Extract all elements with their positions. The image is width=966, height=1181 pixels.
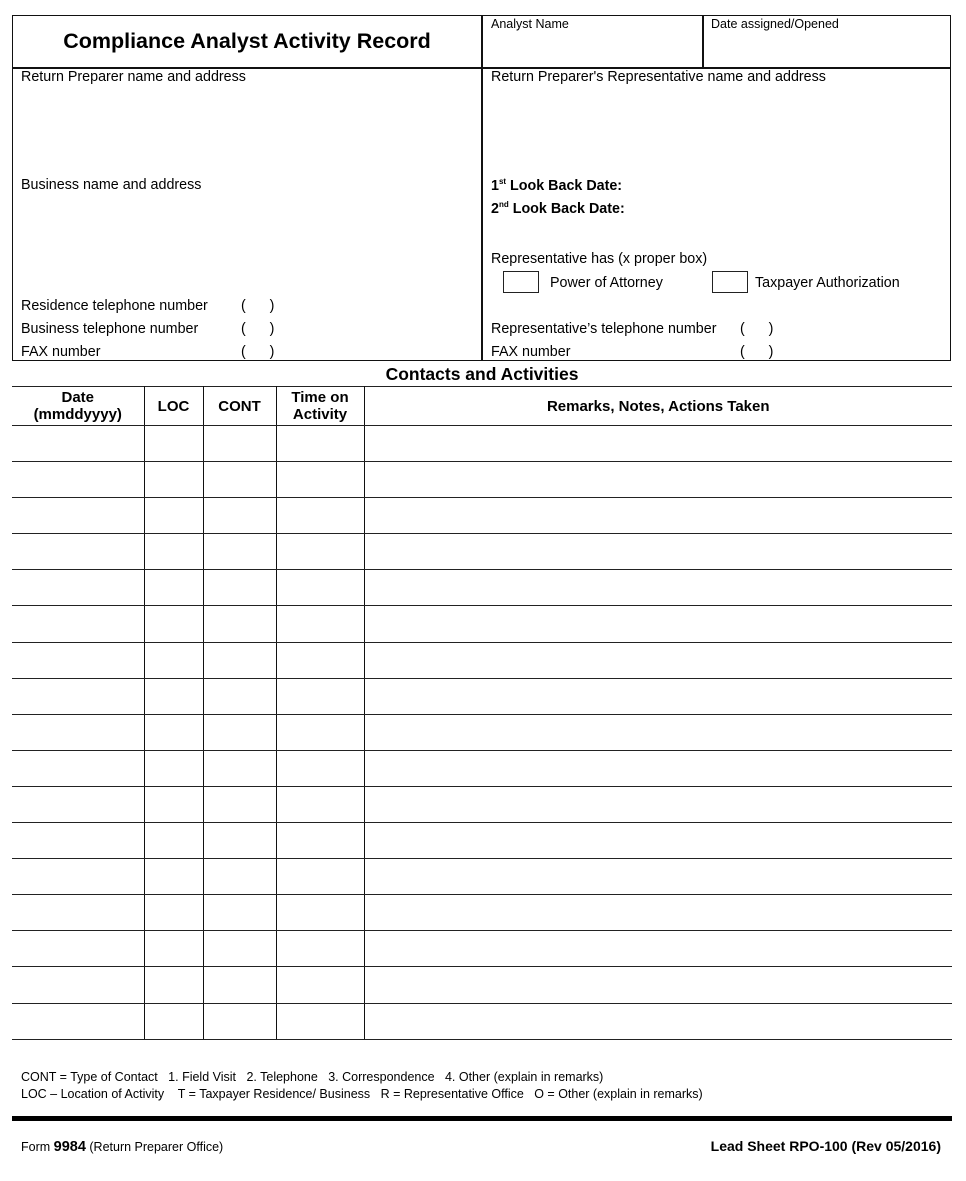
column-header-date — [12, 387, 144, 426]
cont-cell[interactable] — [203, 498, 276, 534]
date-cell[interactable] — [12, 714, 144, 750]
remarks-cell[interactable] — [364, 462, 952, 498]
column-header-date-line1: Date — [61, 389, 94, 406]
activity-row — [12, 1003, 952, 1039]
form-office: (Return Preparer Office) — [85, 1140, 224, 1154]
representative-fax-label: FAX number — [491, 344, 571, 360]
column-header-remarks-label: Remarks, Notes, Actions Taken — [546, 397, 770, 415]
representative-fax-field[interactable]: ( ) — [740, 344, 774, 360]
column-header-remarks — [364, 387, 952, 426]
preparer-name-address-label: Return Preparer name and address — [21, 69, 246, 85]
remarks-cell[interactable] — [364, 534, 952, 570]
form-number-line — [21, 1139, 223, 1155]
column-header-cont-label: CONT — [218, 397, 261, 415]
cont-cell[interactable] — [203, 750, 276, 786]
activity-row — [12, 462, 952, 498]
cont-cell[interactable] — [203, 570, 276, 606]
business-phone-field[interactable]: ( ) — [241, 321, 275, 337]
remarks-cell[interactable] — [364, 570, 952, 606]
preparer-fax-field[interactable]: ( ) — [241, 344, 275, 360]
date-cell[interactable] — [12, 642, 144, 678]
loc-cell[interactable] — [144, 786, 203, 822]
date-assigned-field[interactable] — [711, 17, 839, 31]
look-back-date-1 — [491, 177, 622, 194]
cont-cell[interactable] — [203, 462, 276, 498]
time-cell[interactable] — [276, 606, 364, 642]
look-back-2-number: 2 — [491, 201, 499, 217]
time-cell[interactable] — [276, 678, 364, 714]
time-cell[interactable] — [276, 931, 364, 967]
loc-cell[interactable] — [144, 570, 203, 606]
look-back-1-ordinal: st — [498, 177, 507, 186]
preparer-fax-label: FAX number — [21, 344, 101, 360]
date-cell[interactable] — [12, 750, 144, 786]
activity-row — [12, 786, 952, 822]
date-cell[interactable] — [12, 823, 144, 859]
time-cell[interactable] — [276, 823, 364, 859]
business-name-address-label: Business name and address — [21, 177, 202, 193]
column-header-time — [276, 387, 364, 426]
loc-cell[interactable] — [144, 498, 203, 534]
footer-rule — [12, 1116, 952, 1121]
remarks-cell[interactable] — [364, 606, 952, 642]
activity-row — [12, 714, 952, 750]
time-cell[interactable] — [276, 750, 364, 786]
representative-phone-field[interactable]: ( ) — [740, 321, 774, 337]
look-back-2-ordinal: nd — [498, 200, 509, 209]
loc-cell[interactable] — [144, 895, 203, 931]
look-back-1-label: Look Back Date: — [506, 178, 623, 194]
activity-row — [12, 534, 952, 570]
remarks-cell[interactable] — [364, 678, 952, 714]
time-cell[interactable] — [276, 570, 364, 606]
date-cell[interactable] — [12, 1003, 144, 1039]
loc-cell[interactable] — [144, 859, 203, 895]
form-title: Compliance Analyst Activity Record — [63, 29, 431, 53]
look-back-date-2 — [491, 200, 625, 217]
activity-row — [12, 931, 952, 967]
cont-cell[interactable] — [203, 642, 276, 678]
loc-cell[interactable] — [144, 606, 203, 642]
activity-row — [12, 498, 952, 534]
analyst-name-field[interactable] — [491, 17, 569, 31]
representative-name-address-label: Return Preparer's Representative name and address — [491, 69, 826, 85]
time-cell[interactable] — [276, 642, 364, 678]
cont-cell[interactable] — [203, 859, 276, 895]
date-cell[interactable] — [12, 931, 144, 967]
date-cell[interactable] — [12, 606, 144, 642]
time-cell[interactable] — [276, 462, 364, 498]
remarks-cell[interactable] — [364, 823, 952, 859]
remarks-cell[interactable] — [364, 931, 952, 967]
date-cell[interactable] — [12, 786, 144, 822]
taxpayer-authorization-checkbox[interactable] — [712, 271, 748, 293]
activity-row — [12, 606, 952, 642]
cont-cell[interactable] — [203, 534, 276, 570]
date-cell[interactable] — [12, 859, 144, 895]
time-cell[interactable] — [276, 426, 364, 462]
time-cell[interactable] — [276, 967, 364, 1003]
column-header-loc — [144, 387, 203, 426]
loc-cell[interactable] — [144, 1003, 203, 1039]
activity-row — [12, 823, 952, 859]
date-cell[interactable] — [12, 498, 144, 534]
taxpayer-authorization-label: Taxpayer Authorization — [755, 275, 900, 291]
remarks-cell[interactable] — [364, 714, 952, 750]
form-number: 9984 — [53, 1139, 86, 1155]
loc-cell[interactable] — [144, 534, 203, 570]
loc-cell[interactable] — [144, 678, 203, 714]
remarks-cell[interactable] — [364, 786, 952, 822]
activity-row — [12, 570, 952, 606]
loc-cell[interactable] — [144, 967, 203, 1003]
representative-has-label: Representative has (x proper box) — [491, 251, 708, 267]
loc-cell[interactable] — [144, 426, 203, 462]
power-of-attorney-checkbox[interactable] — [503, 271, 539, 293]
date-cell[interactable] — [12, 426, 144, 462]
remarks-cell[interactable] — [364, 498, 952, 534]
cont-cell[interactable] — [203, 895, 276, 931]
time-cell[interactable] — [276, 534, 364, 570]
business-phone-label: Business telephone number — [21, 321, 199, 337]
column-header-time-line1: Time on — [291, 389, 349, 406]
loc-cell[interactable] — [144, 823, 203, 859]
remarks-cell[interactable] — [364, 426, 952, 462]
column-header-time-line2: Activity — [292, 406, 348, 423]
loc-cell[interactable] — [144, 642, 203, 678]
cont-cell[interactable] — [203, 823, 276, 859]
time-cell[interactable] — [276, 498, 364, 534]
cont-cell[interactable] — [203, 426, 276, 462]
analyst-date-divider — [702, 15, 704, 68]
date-cell[interactable] — [12, 534, 144, 570]
remarks-cell[interactable] — [364, 859, 952, 895]
activities-table — [12, 386, 952, 1040]
cont-cell[interactable] — [203, 967, 276, 1003]
activity-row — [12, 859, 952, 895]
analyst-name-label: Analyst Name — [491, 17, 569, 31]
date-assigned-label: Date assigned/Opened — [711, 17, 839, 31]
loc-cell[interactable] — [144, 714, 203, 750]
cont-cell[interactable] — [203, 606, 276, 642]
contacts-activities-title: Contacts and Activities — [385, 364, 579, 384]
activity-row — [12, 642, 952, 678]
column-header-date-line2: (mmddyyyy) — [33, 406, 122, 423]
date-cell[interactable] — [12, 570, 144, 606]
time-cell[interactable] — [276, 1003, 364, 1039]
power-of-attorney-label: Power of Attorney — [550, 275, 663, 291]
time-cell[interactable] — [276, 859, 364, 895]
activity-row — [12, 967, 952, 1003]
activity-row — [12, 750, 952, 786]
lead-sheet-id: Lead Sheet RPO-100 (Rev 05/2016) — [710, 1138, 941, 1154]
loc-cell[interactable] — [144, 931, 203, 967]
time-cell[interactable] — [276, 786, 364, 822]
cont-cell[interactable] — [203, 714, 276, 750]
representative-phone-label: Representative’s telephone number — [491, 321, 717, 337]
activity-row — [12, 426, 952, 462]
cont-cell[interactable] — [203, 1003, 276, 1039]
date-cell[interactable] — [12, 967, 144, 1003]
cont-cell[interactable] — [203, 786, 276, 822]
look-back-1-number: 1 — [491, 178, 499, 194]
remarks-cell[interactable] — [364, 967, 952, 1003]
look-back-2-label: Look Back Date: — [508, 201, 625, 217]
column-header-cont — [203, 387, 276, 426]
activity-row — [12, 895, 952, 931]
remarks-cell[interactable] — [364, 750, 952, 786]
time-cell[interactable] — [276, 895, 364, 931]
activities-header-row — [12, 387, 952, 426]
time-cell[interactable] — [276, 714, 364, 750]
remarks-cell[interactable] — [364, 895, 952, 931]
remarks-cell[interactable] — [364, 642, 952, 678]
loc-legend: LOC – Location of Activity T = Taxpayer Residence/ Business R = Representative Office O = Other (explain in remarks) — [21, 1087, 703, 1101]
date-cell[interactable] — [12, 895, 144, 931]
date-cell[interactable] — [12, 678, 144, 714]
column-header-loc-label: LOC — [157, 397, 190, 415]
date-cell[interactable] — [12, 462, 144, 498]
cont-legend: CONT = Type of Contact 1. Field Visit 2. Telephone 3. Correspondence 4. Other (explain in remarks) — [21, 1070, 604, 1084]
remarks-cell[interactable] — [364, 1003, 952, 1039]
loc-cell[interactable] — [144, 462, 203, 498]
cont-cell[interactable] — [203, 931, 276, 967]
form-prefix: Form — [21, 1140, 54, 1154]
activity-row — [12, 678, 952, 714]
cont-cell[interactable] — [203, 678, 276, 714]
residence-phone-label: Residence telephone number — [21, 298, 208, 314]
loc-cell[interactable] — [144, 750, 203, 786]
residence-phone-field[interactable]: ( ) — [241, 298, 275, 314]
